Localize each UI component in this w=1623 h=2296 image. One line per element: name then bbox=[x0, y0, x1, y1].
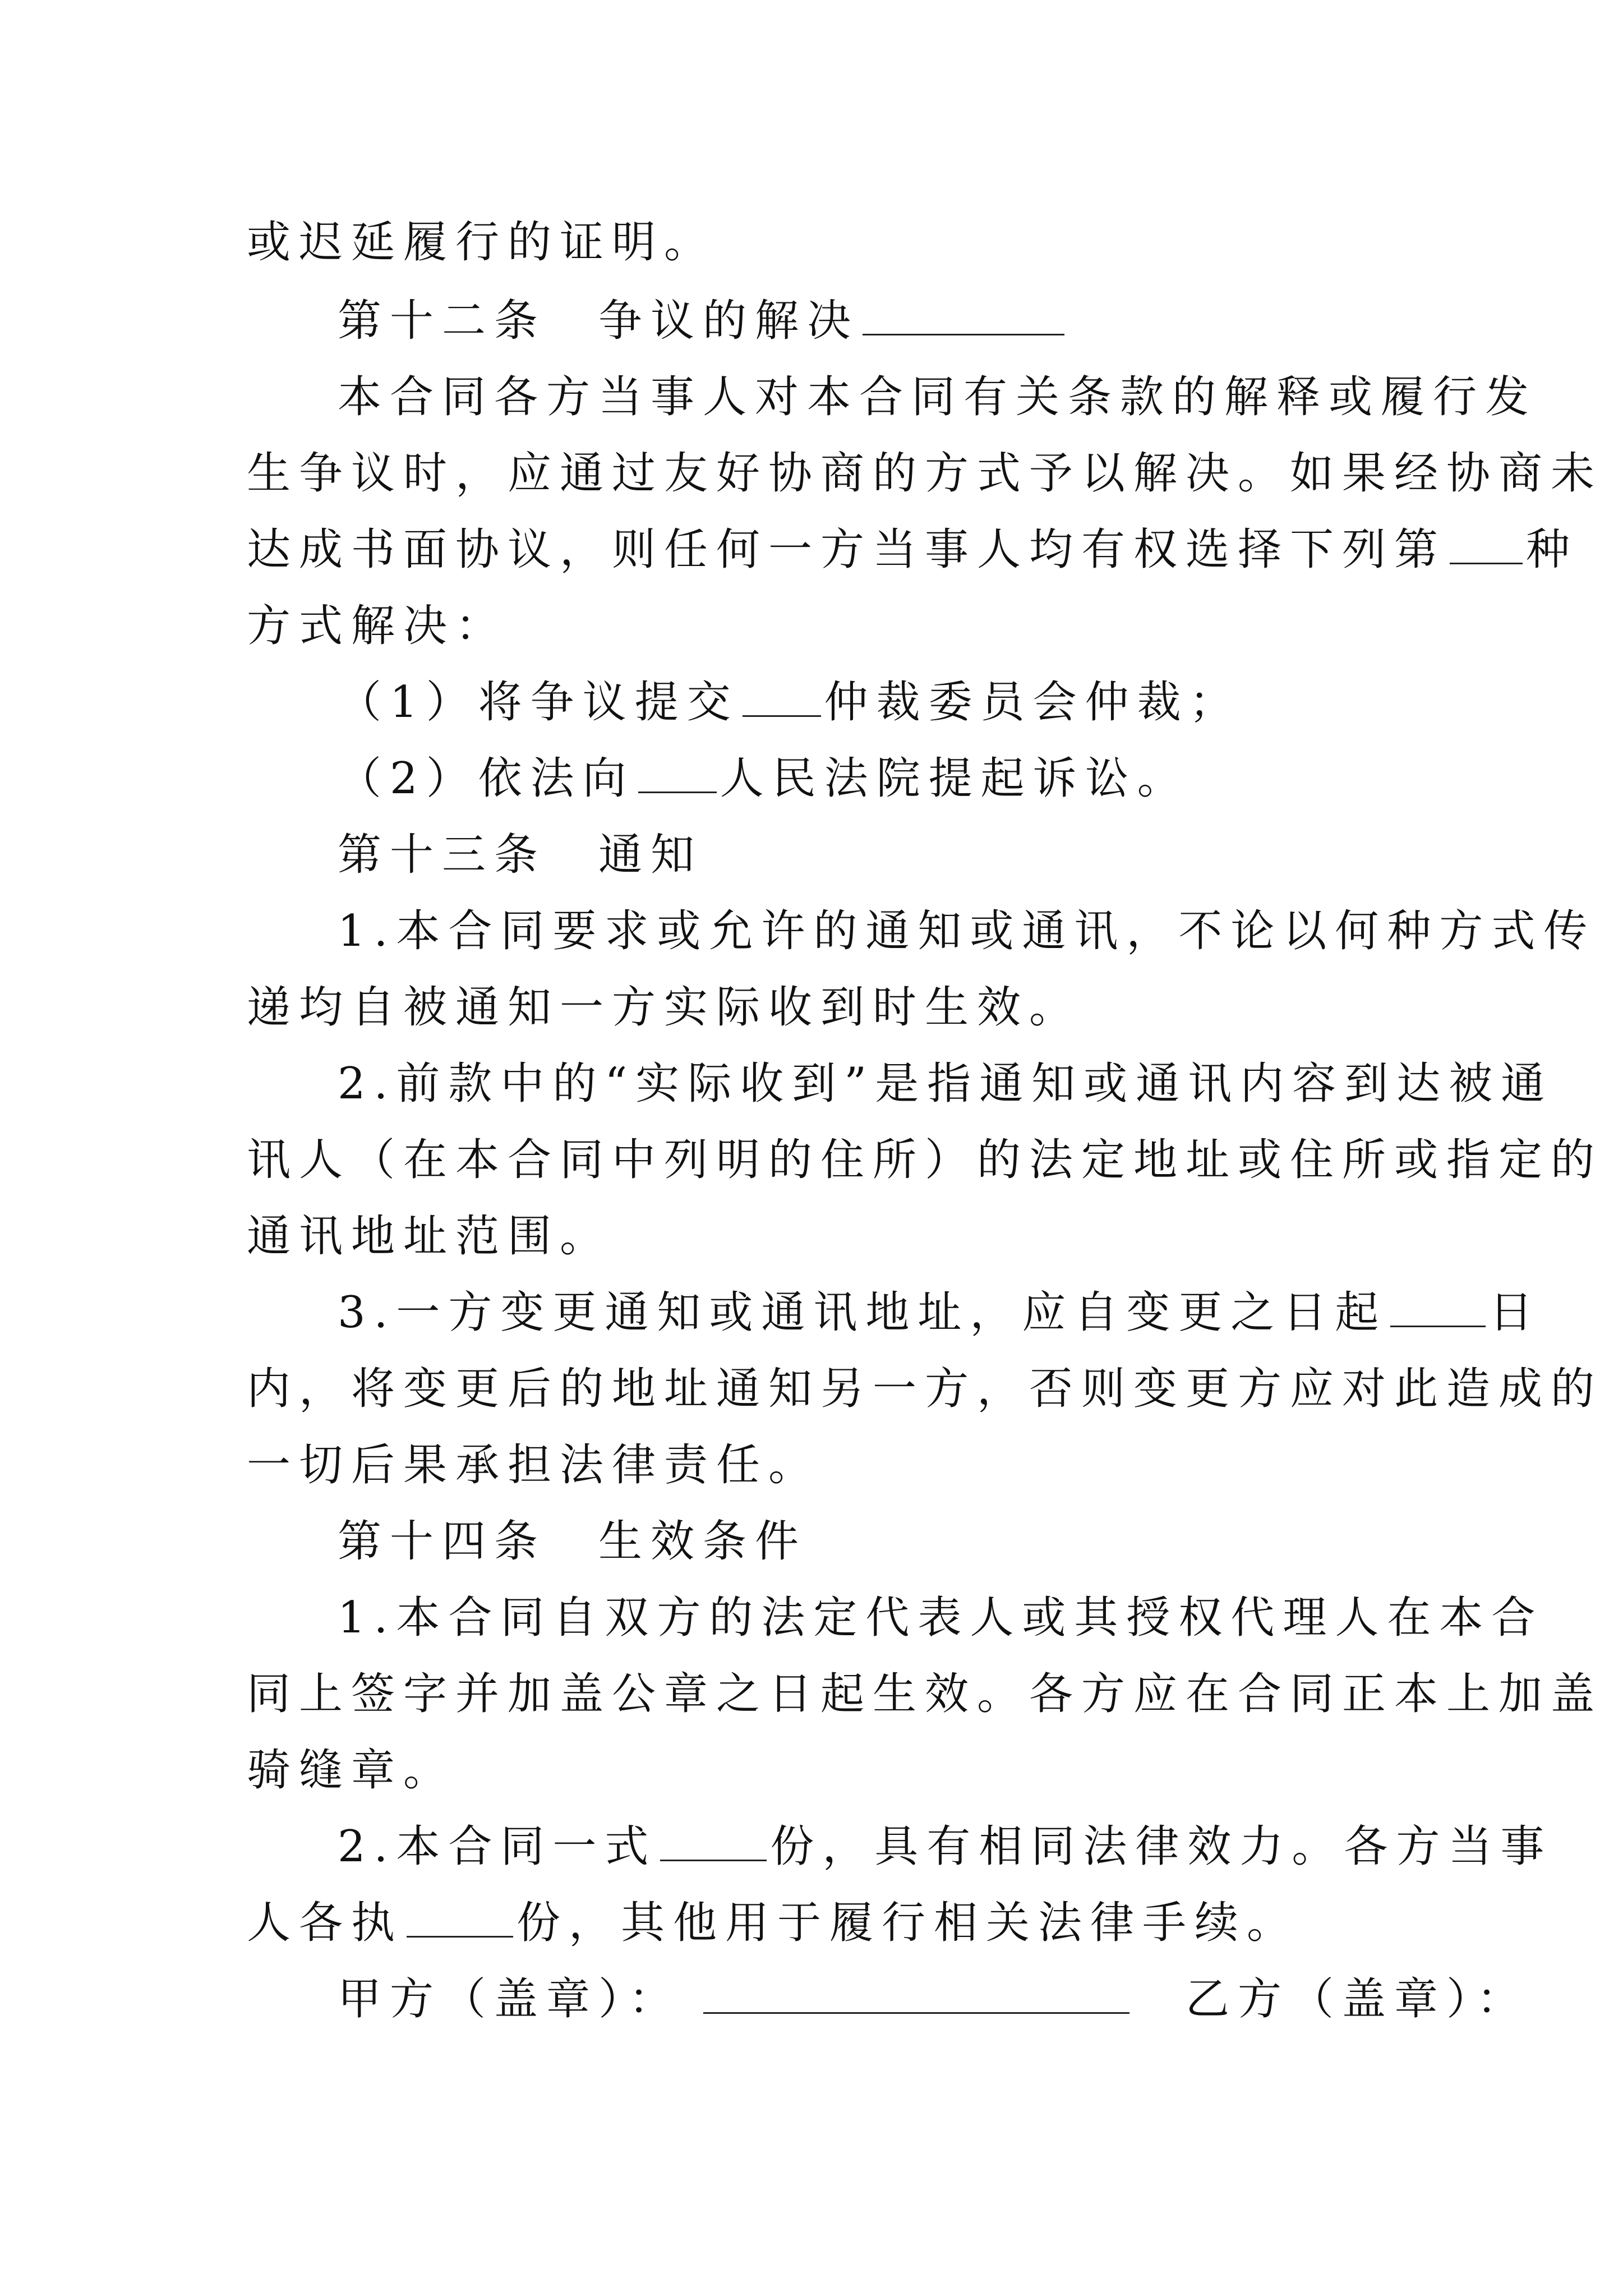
blank-field bbox=[863, 293, 1064, 335]
paragraph-line: 本合同各方当事人对本合同有关条款的解释或履行发 bbox=[338, 372, 1538, 422]
blank-field bbox=[743, 675, 821, 717]
article-13-heading: 第十三条 通知 bbox=[338, 830, 703, 880]
text-segment: 达成书面协议，则任何一方当事人均有权选择下列第 bbox=[247, 524, 1447, 575]
text-segment: 日 bbox=[1489, 1287, 1542, 1338]
blank-field bbox=[1450, 522, 1523, 564]
paragraph-line: 讯人（在本合同中列明的住所）的法定地址或住所或指定的 bbox=[247, 1135, 1603, 1185]
party-a-label: 甲方（盖章）： bbox=[338, 1974, 681, 2024]
blank-field bbox=[407, 1895, 513, 1938]
blank-field bbox=[1390, 1285, 1486, 1327]
text-segment: 2.本合同一式 bbox=[338, 1821, 657, 1872]
article-14-heading: 第十四条 生效条件 bbox=[338, 1516, 808, 1567]
paragraph-line: 2.前款中的“实际收到”是指通知或通讯内容到达被通 bbox=[338, 1059, 1553, 1109]
paragraph-line: 递均自被通知一方实际收到时生效。 bbox=[247, 982, 1082, 1033]
article-12-heading bbox=[338, 293, 1068, 349]
paragraph-line: 通讯地址范围。 bbox=[247, 1211, 612, 1262]
party-b-label: 乙方（盖章）： bbox=[1186, 1974, 1529, 2024]
party-a-seal-field bbox=[703, 1972, 1129, 2014]
text-segment: 仲裁委员会仲裁； bbox=[824, 677, 1242, 728]
paragraph-line: 骑缝章。 bbox=[247, 1745, 456, 1796]
option-line bbox=[338, 751, 1189, 807]
blank-field bbox=[638, 751, 717, 793]
paragraph-line bbox=[338, 1285, 1541, 1341]
text-segment: 3.一方变更通知或通讯地址，应自变更之日起 bbox=[338, 1287, 1387, 1338]
text-segment: （2）依法向 bbox=[338, 753, 635, 804]
text-segment: 份，具有相同法律效力。各方当事 bbox=[770, 1821, 1553, 1872]
paragraph-line bbox=[247, 522, 1578, 578]
signature-line bbox=[338, 1971, 1529, 2027]
paragraph-line: 内，将变更后的地址通知另一方，否则变更方应对此造成的 bbox=[247, 1364, 1603, 1414]
paragraph-line: 同上签字并加盖公章之日起生效。各方应在合同正本上加盖 bbox=[247, 1669, 1603, 1719]
paragraph-line: 1.本合同要求或允许的通知或通讯，不论以何种方式传 bbox=[338, 906, 1596, 956]
text-segment: 人民法院提起诉讼。 bbox=[720, 753, 1189, 804]
text-segment: 种 bbox=[1526, 524, 1579, 575]
blank-field bbox=[660, 1819, 767, 1861]
paragraph-line: 一切后果承担法律责任。 bbox=[247, 1440, 821, 1490]
text-segment: （1）将争议提交 bbox=[338, 677, 739, 728]
paragraph-line bbox=[338, 1819, 1552, 1875]
paragraph-line: 生争议时，应通过友好协商的方式予以解决。如果经协商未 bbox=[247, 448, 1603, 499]
option-line bbox=[338, 674, 1242, 730]
text-segment: 份，其他用于履行相关法律手续。 bbox=[517, 1898, 1299, 1948]
paragraph-line bbox=[247, 1895, 1299, 1951]
article-title: 第十二条 争议的解决 bbox=[338, 296, 860, 346]
paragraph-line: 或迟延履行的证明。 bbox=[247, 217, 717, 268]
paragraph-line: 方式解决： bbox=[247, 601, 508, 651]
text-segment: 人各执 bbox=[247, 1898, 404, 1948]
paragraph-line: 1.本合同自双方的法定代表人或其授权代理人在本合 bbox=[338, 1593, 1544, 1643]
